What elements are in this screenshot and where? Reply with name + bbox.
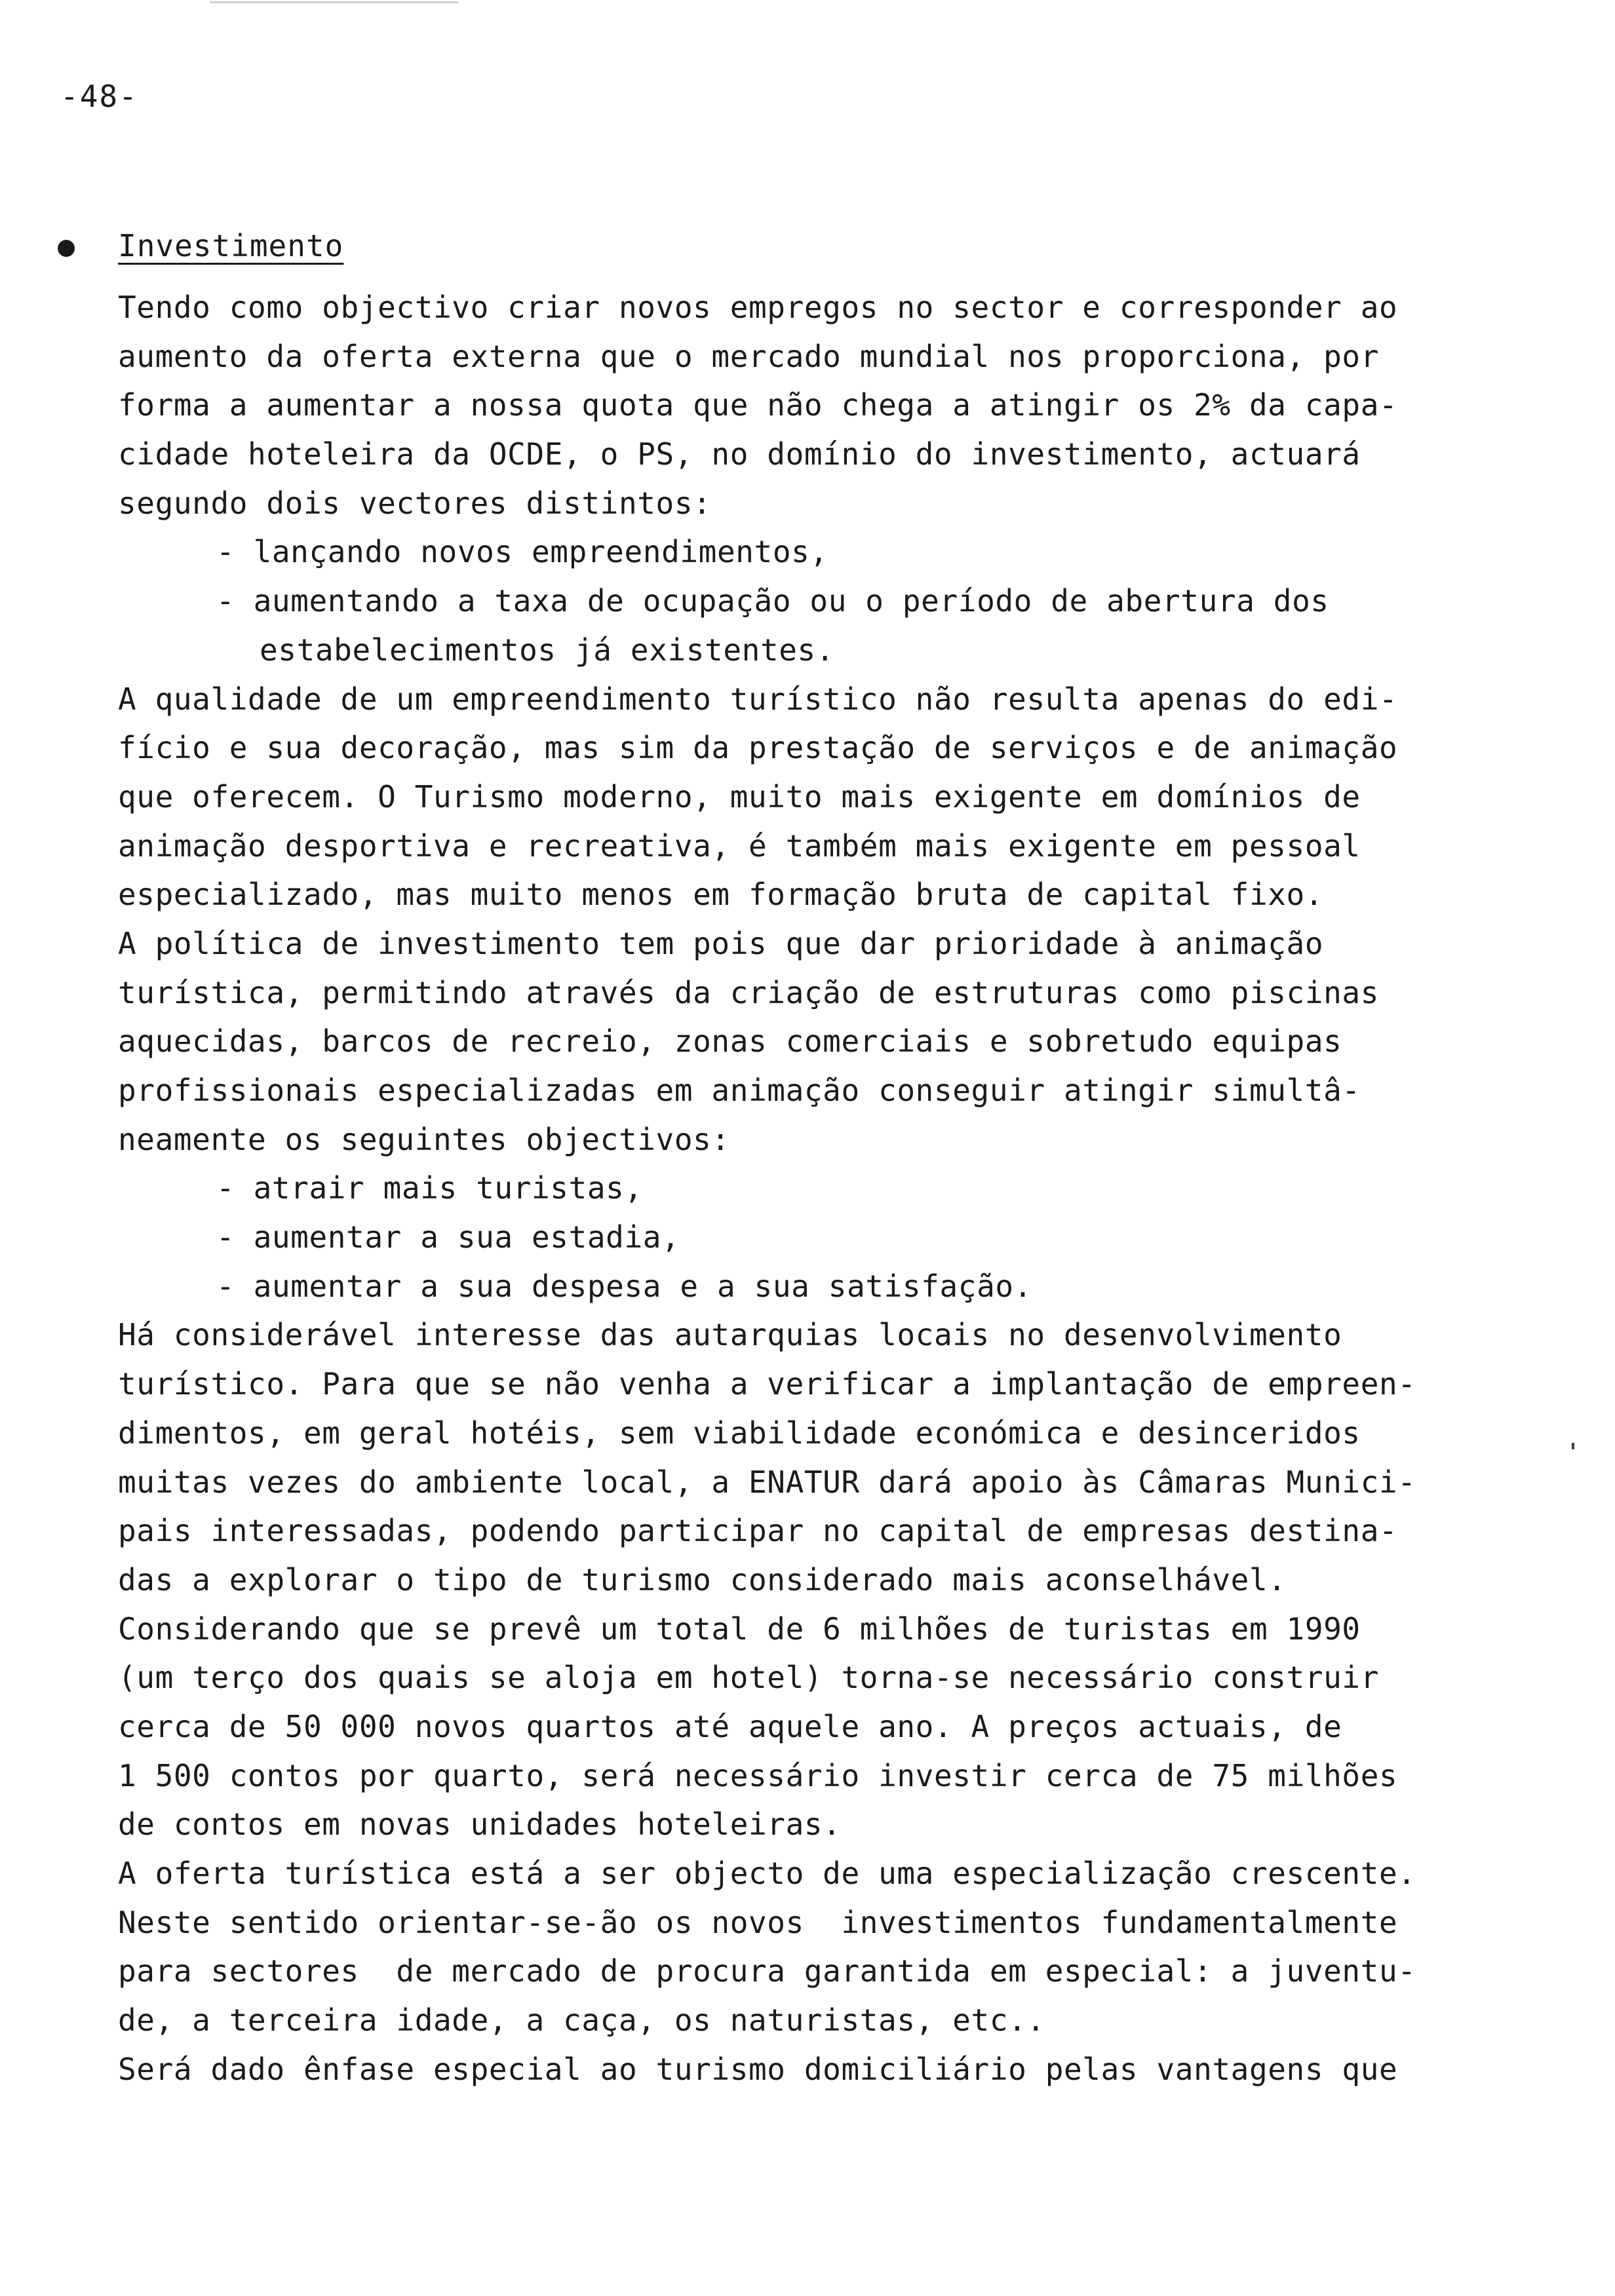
list-line: - aumentar a sua estadia, [216, 1219, 680, 1255]
list-line: estabelecimentos já existentes. [260, 632, 835, 668]
margin-mark [1572, 1443, 1574, 1449]
body-line: especializado, mas muito menos em formação bruta de capital fixo. [118, 877, 1324, 913]
body-line: aumento da oferta externa que o mercado mundial nos proporciona, por [118, 338, 1380, 374]
body-line: cerca de 50 000 novos quartos até aquele ano. A preços actuais, de [118, 1708, 1342, 1744]
list-line: - lançando novos empreendimentos, [216, 534, 828, 570]
body-line: pais interessadas, podendo participar no capital de empresas destina- [118, 1513, 1398, 1549]
body-line: aquecidas, barcos de recreio, zonas comerciais e sobretudo equipas [118, 1024, 1342, 1060]
body-line: segundo dois vectores distintos: [118, 485, 712, 521]
body-line: turístico. Para que se não venha a verificar a implantação de empreen- [118, 1366, 1416, 1402]
body-line: Há considerável interesse das autarquias locais no desenvolvimento [118, 1317, 1342, 1353]
list-line: - aumentando a taxa de ocupação ou o período de abertura dos [216, 583, 1329, 619]
bullet-icon [58, 240, 75, 257]
body-line: que oferecem. O Turismo moderno, muito mais exigente em domínios de [118, 778, 1361, 814]
body-line: para sectores de mercado de procura garantida em especial: a juventu- [118, 1953, 1416, 1989]
body-line: cidade hoteleira da OCDE, o PS, no domínio do investimento, actuará [118, 436, 1361, 472]
section-title: Investimento [118, 228, 344, 263]
body-line: de, a terceira idade, a caça, os naturistas, etc.. [118, 2002, 1045, 2038]
body-line: 1 500 contos por quarto, será necessário investir cerca de 75 milhões [118, 1757, 1398, 1793]
body-line: Será dado ênfase especial ao turismo domiciliário pelas vantagens que [118, 2051, 1398, 2087]
body-line: Tendo como objectivo criar novos empregos no sector e corresponder ao [118, 290, 1398, 325]
body-line: Considerando que se prevê um total de 6 milhões de turistas em 1990 [118, 1611, 1361, 1647]
page-number: -48- [60, 79, 138, 114]
top-edge-rule [210, 1, 459, 3]
list-line: - atrair mais turistas, [216, 1170, 643, 1206]
body-line: muitas vezes do ambiente local, a ENATUR dará apoio às Câmaras Munici- [118, 1464, 1416, 1500]
body-line: animação desportiva e recreativa, é também mais exigente em pessoal [118, 828, 1361, 864]
body-line: das a explorar o tipo de turismo considerado mais aconselhável. [118, 1561, 1287, 1598]
body-line: de contos em novas unidades hoteleiras. [118, 1807, 842, 1843]
body-line: A oferta turística está a ser objecto de uma especialização crescente. [118, 1856, 1416, 1891]
body-line: (um terço dos quais se aloja em hotel) torna-se necessário construir [118, 1660, 1380, 1696]
body-line: turística, permitindo através da criação de estruturas como piscinas [118, 974, 1380, 1010]
list-line: - aumentar a sua despesa e a sua satisfação. [216, 1268, 1032, 1304]
section-body [118, 283, 1514, 2094]
body-line: dimentos, em geral hotéis, sem viabilidade económica e desinceridos [118, 1415, 1361, 1451]
body-line: A política de investimento tem pois que dar prioridade à animação [118, 925, 1324, 961]
body-line: profissionais especializadas em animação conseguir atingir simultâ- [118, 1073, 1361, 1108]
body-line: fício e sua decoração, mas sim da prestação de serviços e de animação [118, 730, 1398, 766]
body-line: forma a aumentar a nossa quota que não chega a atingir os 2% da capa- [118, 387, 1398, 423]
body-line: Neste sentido orientar-se-ão os novos investimentos fundamentalmente [118, 1904, 1398, 1940]
body-line: A qualidade de um empreendimento turístico não resulta apenas do edi- [118, 681, 1398, 717]
body-line: neamente os seguintes objectivos: [118, 1121, 730, 1157]
